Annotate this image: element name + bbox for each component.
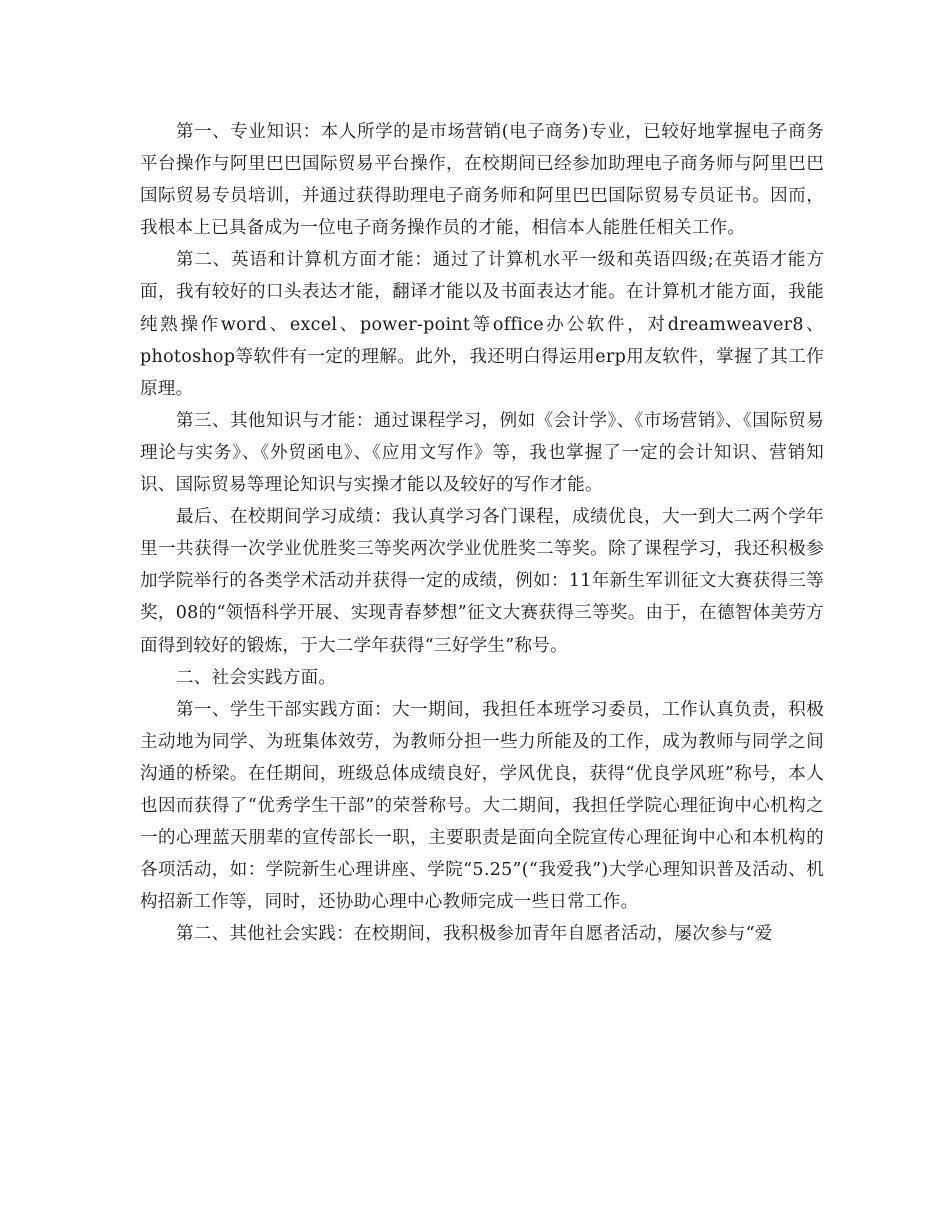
paragraph-professional-knowledge: 第一、专业知识：本人所学的是市场营销(电子商务)专业，已较好地掌握电子商务平台操作与阿里巴巴国际贸易平台操作，在校期间已经参加助理电子商务师与阿里巴巴国际贸易专员培训，并通过获得助理电子商务师和阿里巴巴国际贸易专员证书。因而，我根本上已具备成为一位电子商务操作员的才能，相信本人能胜任相关工作。 — [140, 122, 824, 239]
section-heading-social-practice: 二、社会实践方面。 — [176, 667, 337, 688]
paragraph-academic-results: 最后、在校期间学习成绩：我认真学习各门课程，成绩优良，大一到大二两个学年里一共获得一次学业优胜奖三等奖两次学业优胜奖二等奖。除了课程学习，我还积极参加学院举行的各类学术活动并获得一定的成绩，例如：11年新生军训征文大赛获得三等奖，08的“领悟科学开展、实现青春梦想”征文大赛获得三等奖。由于，在德智体美劳方面得到较好的锻炼，于大二学年获得“三好学生”称号。 — [140, 507, 824, 656]
paragraph-other-social-practice: 第二、其他社会实践：在校期间，我积极参加青年自愿者活动，屡次参与“爱 — [176, 924, 773, 945]
paragraph-english-computer-skills: 第二、英语和计算机方面才能：通过了计算机水平一级和英语四级;在英语才能方面，我有较好的口头表达才能，翻译才能以及书面表达才能。在计算机才能方面，我能纯熟操作word、excel、power-point等office办公软件，对dreamweaver8、photoshop等软件有一定的理解。此外，我还明白得运用erp用友软件，掌握了其工作原理。 — [140, 250, 824, 399]
paragraph-other-knowledge: 第三、其他知识与才能：通过课程学习，例如《会计学》、《市场营销》、《国际贸易理论与实务》、《外贸函电》、《应用文写作》等，我也掌握了一定的会计知识、营销知识、国际贸易等理论知识与实操才能以及较好的写作才能。 — [140, 410, 824, 496]
document-body — [140, 116, 824, 950]
paragraph-student-cadre-practice: 第一、学生干部实践方面：大一期间，我担任本班学习委员，工作认真负责，积极主动地为同学、为班集体效劳，为教师分担一些力所能及的工作，成为教师与同学之间沟通的桥梁。在任期间，班级总体成绩良好，学风优良，获得“优良学风班”称号，本人也因而获得了“优秀学生干部”的荣誉称号。大二期间，我担任学院心理征询中心机构之一的心理蓝天朋辈的宣传部长一职，主要职责是面向全院宣传心理征询中心和本机构的各项活动，如：学院新生心理讲座、学院“5.25”(“我爱我”)大学心理知识普及活动、机构招新工作等，同时，还协助心理中心教师完成一些日常工作。 — [140, 699, 824, 913]
